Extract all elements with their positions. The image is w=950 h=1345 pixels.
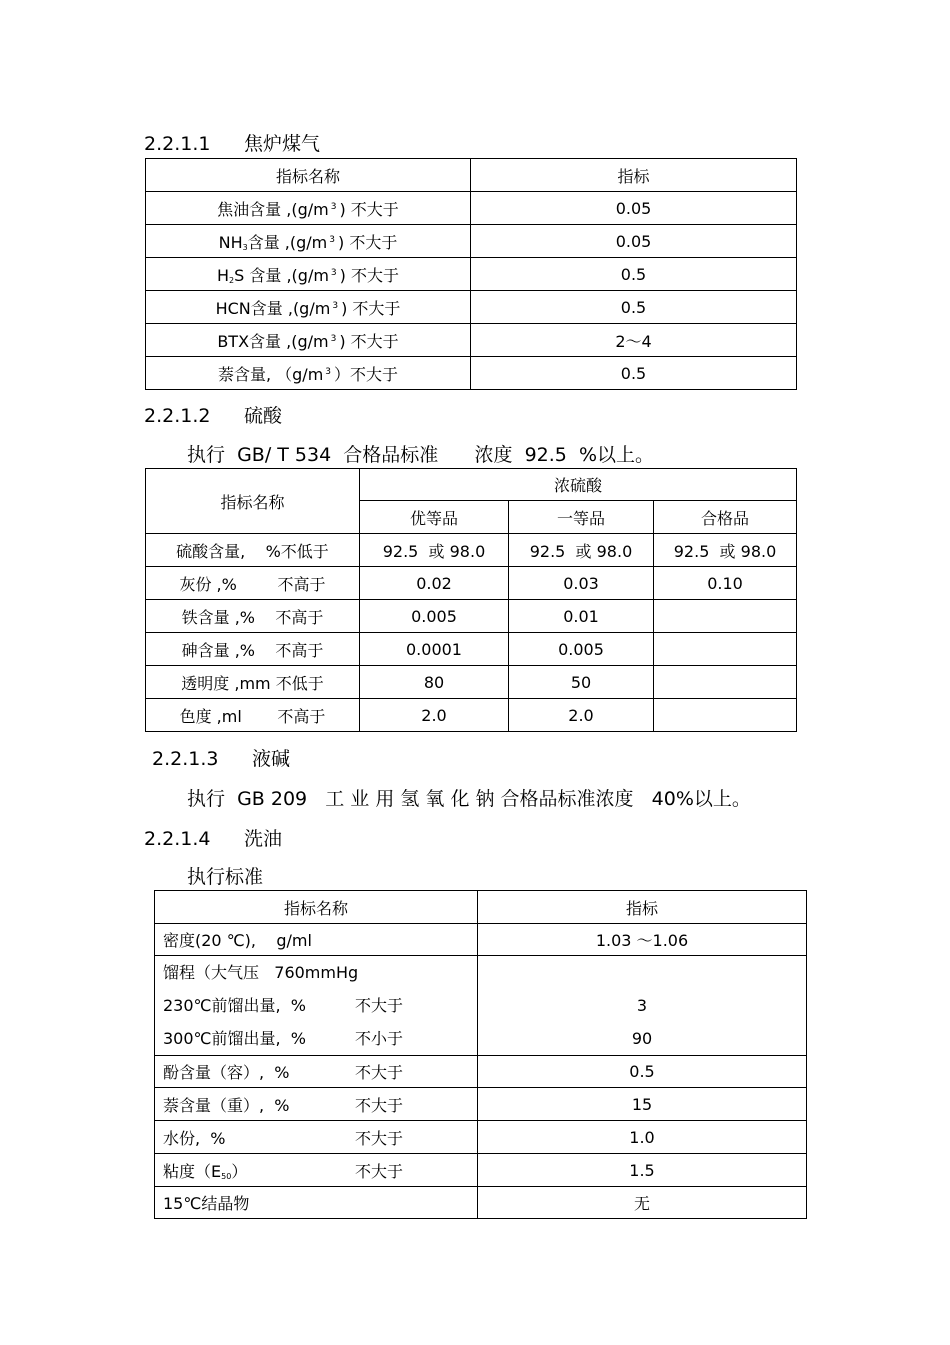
indicator-value: 0.10 [654,567,797,600]
indicator-value: 1.5 [478,1154,807,1187]
section-number: 2.2.1.4 [144,828,211,850]
indicator-value: 0.005 [360,600,509,633]
indicator-name: 15℃结晶物 [155,1187,478,1219]
indicator-name: 密度(20 ℃), g/ml [155,924,478,956]
distillation-300: 300℃前馏出量, % 不小于 [163,1029,404,1048]
table-row-distillation [155,956,807,1056]
distillation-names [155,956,478,1056]
indicator-value: 0.03 [509,567,654,600]
header-indicator: 指标 [478,891,807,924]
indicator-value: 92.5 或 98.0 [654,534,797,567]
table-row [146,225,797,258]
indicator-value: 90 [631,1029,653,1048]
section-title: 硫酸 [244,405,283,427]
header-indicator: 指标 [471,159,797,192]
indicator-name: $H_2S$ 含量 ,(g/m $^3$ ) 不大于 [146,258,471,291]
section-title: 洗油 [244,828,283,850]
table-row [155,1187,807,1219]
indicator-value: 2.0 [509,699,654,732]
indicator-value: 0.05 [471,225,797,258]
indicator-value: 0.0001 [360,633,509,666]
indicator-name: 焦油含量 ,(g/m $^3$ ) 不大于 [146,192,471,225]
table-row [146,633,797,666]
indicator-value: 0.05 [471,192,797,225]
indicator-value: 3 [636,996,648,1015]
section-number: 2.2.1.3 [152,748,219,770]
table-header-row [146,159,797,192]
table-row [146,600,797,633]
sulfuric-acid-standard-line: 执行 GB∕ T 534 合格品标准 浓度 92.5 %以上。 [187,444,655,466]
indicator-value: 92.5 或 98.0 [509,534,654,567]
indicator-value [654,699,797,732]
indicator-name: HCN含量 ,(g/m $^3$ ) 不大于 [146,291,471,324]
distillation-230: 230℃前馏出量, % 不大于 [163,996,404,1015]
indicator-value: 0.005 [509,633,654,666]
indicator-value: 0.5 [471,357,797,390]
indicator-value: 0.5 [471,258,797,291]
section-number: 2.2.1.1 [144,133,211,155]
table-row [146,357,797,390]
wash-oil-table [154,890,807,1219]
indicator-name: 硫酸含量, %不低于 [146,534,360,567]
caustic-soda-standard-line: 执行 GB 209 工 业 用 氢 氧 化 钠 合格品标准浓度 40%以上。 [187,788,751,810]
table-header-row [155,891,807,924]
indicator-name: 萘含量, （g/m $^3$ ）不大于 [146,357,471,390]
section-heading-2-2-1-1 [144,129,320,156]
indicator-value: 80 [360,666,509,699]
indicator-name: $NH_3$含量 ,(g/m $^3$ ) 不大于 [146,225,471,258]
indicator-value: 0.01 [509,600,654,633]
indicator-value: 15 [478,1088,807,1121]
table-row [146,324,797,357]
table-row [155,1088,807,1121]
header-indicator-name: 指标名称 [155,891,478,924]
section-number: 2.2.1.2 [144,405,211,427]
indicator-name: 灰份 ,% 不高于 [146,567,360,600]
table-row [155,1154,807,1187]
section-heading-2-2-1-3 [152,744,290,771]
indicator-name: 酚含量（容）, % 不大于 [155,1056,478,1088]
table-row [146,192,797,225]
table-row [155,1056,807,1088]
table-row [146,567,797,600]
header-indicator-name: 指标名称 [146,469,360,534]
table-row [146,291,797,324]
indicator-value: 0.5 [471,291,797,324]
indicator-value: 2.0 [360,699,509,732]
distillation-label: 馏程（大气压 760mmHg [163,963,359,982]
indicator-name: 铁含量 ,% 不高于 [146,600,360,633]
indicator-value: 92.5 或 98.0 [360,534,509,567]
indicator-name: 砷含量 ,% 不高于 [146,633,360,666]
indicator-value [654,666,797,699]
indicator-value [654,633,797,666]
table-row [146,258,797,291]
indicator-name: 萘含量（重）, % 不大于 [155,1088,478,1121]
table-row [146,699,797,732]
indicator-name: 粘度$(E_{50})$ 不大于 [155,1154,478,1187]
indicator-value: 0.02 [360,567,509,600]
indicator-value: 1.03 ～1.06 [478,924,807,956]
header-grade-superior: 优等品 [360,501,509,534]
indicator-name: BTX含量 ,(g/m $^3$ ) 不大于 [146,324,471,357]
header-grade-first: 一等品 [509,501,654,534]
indicator-value [654,600,797,633]
distillation-values [478,956,807,1056]
indicator-name: 色度 ,ml 不高于 [146,699,360,732]
indicator-value: 2～4 [471,324,797,357]
section-heading-2-2-1-2 [144,401,282,428]
header-indicator-name: 指标名称 [146,159,471,192]
section-title: 焦炉煤气 [244,133,321,155]
wash-oil-standard-line: 执行标准 [187,866,264,888]
indicator-name: 透明度 ,mm 不低于 [146,666,360,699]
table-row [155,924,807,956]
table-row [155,1121,807,1154]
header-grade-qualified: 合格品 [654,501,797,534]
header-concentrated-acid: 浓硫酸 [360,469,797,501]
table-row [146,534,797,567]
table-row [146,666,797,699]
coke-oven-gas-table [145,158,797,390]
indicator-name: 水份, % 不大于 [155,1121,478,1154]
sulfuric-acid-table [145,468,797,732]
indicator-value: 0.5 [478,1056,807,1088]
section-title: 液碱 [252,748,291,770]
indicator-value: 1.0 [478,1121,807,1154]
table-header-row [146,469,797,501]
indicator-value: 50 [509,666,654,699]
section-heading-2-2-1-4 [144,824,282,851]
indicator-value: 无 [478,1187,807,1219]
